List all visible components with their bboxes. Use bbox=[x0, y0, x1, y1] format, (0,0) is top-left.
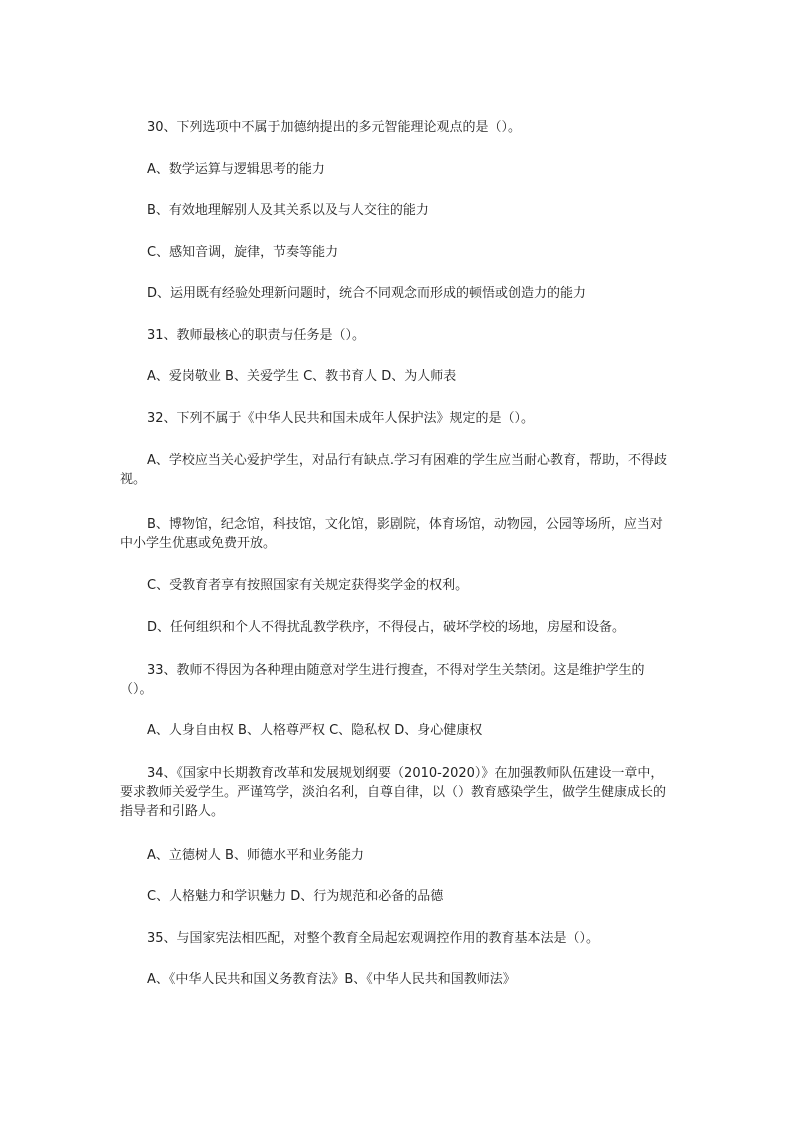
question-31: 31、教师最核心的职责与任务是（）。 bbox=[147, 328, 366, 343]
q32-option-b: B、博物馆，纪念馆，科技馆，文化馆，影剧院，体育场馆，动物园，公园等场所，应当对中小学生优惠或免费开放。 bbox=[120, 517, 663, 551]
q30-option-b: B、有效地理解别人及其关系以及与人交往的能力 bbox=[147, 203, 429, 218]
question-33: 33、教师不得因为各种理由随意对学生进行搜查，不得对学生关禁闭。这是维护学生的（）。 bbox=[120, 663, 645, 697]
q31-options: A、爱岗敬业 B、关爱学生 C、教书育人 D、为人师表 bbox=[147, 369, 457, 384]
q30-option-c: C、感知音调，旋律，节奏等能力 bbox=[147, 245, 339, 260]
q34-options-line-2: C、人格魅力和学识魅力 D、行为规范和必备的品德 bbox=[147, 889, 444, 904]
q32-option-d: D、任何组织和个人不得扰乱教学秩序，不得侵占，破坏学校的场地，房屋和设备。 bbox=[147, 620, 626, 635]
q35-options: A、《中华人民共和国义务教育法》B、《中华人民共和国教师法》 bbox=[147, 972, 516, 987]
question-32: 32、下列不属于《中华人民共和国未成年人保护法》规定的是（）。 bbox=[147, 411, 535, 426]
question-35: 35、与国家宪法相匹配，对整个教育全局起宏观调控作用的教育基本法是（）。 bbox=[147, 931, 600, 946]
question-30: 30、下列选项中不属于加德纳提出的多元智能理论观点的是（）。 bbox=[147, 120, 522, 135]
question-34: 34、《国家中长期教育改革和发展规划纲要（2010-2020）》在加强教师队伍建设一章中，要求教师关爱学生。严谨笃学，淡泊名利，自尊自律，以（）教育感染学生，做学生健康成长的指导者和引路人。 bbox=[120, 766, 667, 819]
q30-option-a: A、数学运算与逻辑思考的能力 bbox=[147, 162, 325, 177]
q30-option-d: D、运用既有经验处理新问题时，统合不同观念而形成的顿悟或创造力的能力 bbox=[147, 286, 587, 301]
q33-options: A、人身自由权 B、人格尊严权 C、隐私权 D、身心健康权 bbox=[147, 723, 483, 738]
q32-option-a: A、学校应当关心爱护学生，对品行有缺点.学习有困难的学生应当耐心教育，帮助，不得歧视。 bbox=[120, 453, 668, 487]
q34-options-line-1: A、立德树人 B、师德水平和业务能力 bbox=[147, 848, 364, 863]
q32-option-c: C、受教育者享有按照国家有关规定获得奖学金的权利。 bbox=[147, 578, 469, 593]
